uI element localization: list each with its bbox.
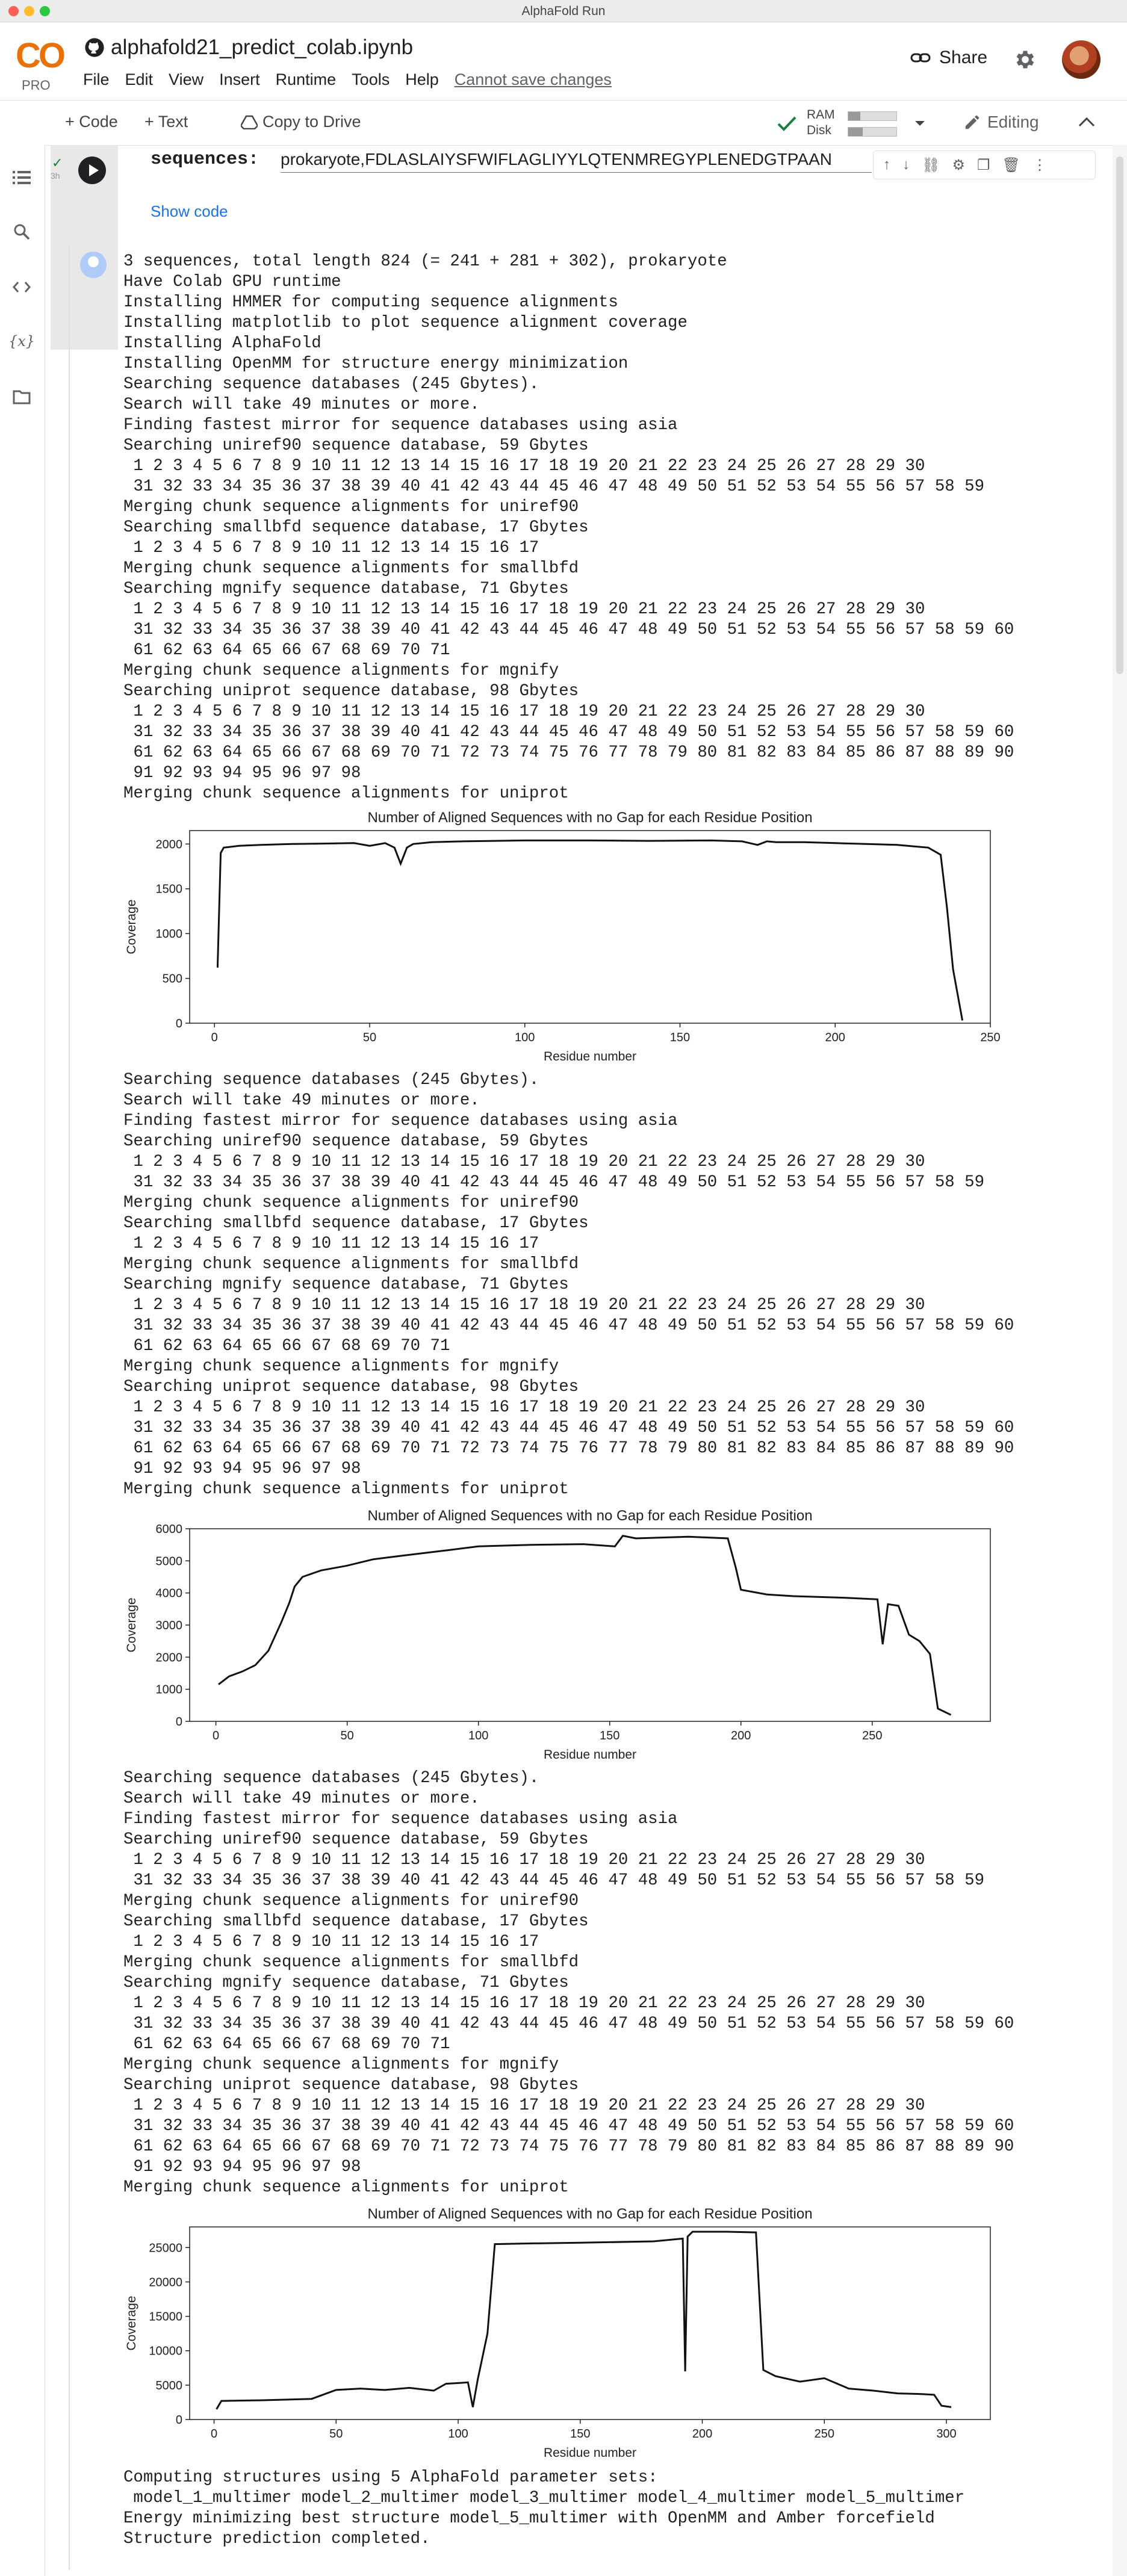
- window-title: AlphaFold Run: [521, 4, 606, 18]
- menu-tools[interactable]: Tools: [352, 70, 390, 88]
- menu-runtime[interactable]: Runtime: [275, 70, 337, 88]
- table-of-contents-icon[interactable]: [11, 167, 33, 188]
- y-tick-label: 0: [175, 2413, 182, 2427]
- y-tick-label: 20000: [149, 2276, 182, 2290]
- x-tick-label: 100: [468, 1729, 489, 1742]
- x-tick-label: 50: [340, 1729, 354, 1742]
- x-axis-label: Residue number: [543, 1050, 637, 1064]
- notebook-title[interactable]: alphafold21_predict_colab.ipynb: [84, 36, 413, 60]
- cannot-save-link[interactable]: Cannot save changes: [454, 70, 612, 88]
- files-folder-icon[interactable]: [11, 386, 33, 407]
- output-log-3: Searching sequence databases (245 Gbytes). Search will take 49 minutes or more. Finding fastest mirror for sequence databases using asia Searching uniref90 sequence database, 59 Gbytes 1 2 3 4 5 6 7 8 9 10 11 12 13 14 15 16 17 18 19 20 21 22 23 24 25 26 27 28 29 30 31 32 33 34 35 36 37 38 39 40 41 42 43 44 45 46 47 48 49 50 51 52 53 54 55 56 57 58 59 Merging chunk sequence alignments for uniref90 Searching smallbfd sequence database, 17 Gbytes 1 2 3 4 5 6 7 8 9 10 11 12 13 14 15 16 17 Merging chunk sequence alignments for smallbfd Searching mgnify sequence database, 71 Gbytes 1 2 3 4 5 6 7 8 9 10 11 12 13 14 15 16 17 18 19 20 21 22 23 24 25 26 27 28 29 30 31 32 33 34 35 36 37 38 39 40 41 42 43 44 45 46 47 48 49 50 51 52 53 54 55 56 57 58 59 60 61 62 63 64 65 66 67 68 69 70 71 Merging chunk sequence alignments for mgnify Searching uniprot sequence database, 98 Gbytes 1 2 3 4 5 6 7 8 9 10 11 12 13 14 15 16 17 18 19 20 21 22 23 24 25 26 27 28 29 30 31 32 33 34 35 36 37 38 39 40 41 42 43 44 45 46 47 48 49 50 51 52 53 54 55 56 57 58 59 60 61 62 63 64 65 66 67 68 69 70 71 72 73 74 75 76 77 78 79 80 81 82 83 84 85 86 87 88 89 90 91 92 93 94 95 96 97 98 Merging chunk sequence alignments for uniprot: [123, 1769, 1014, 2197]
- left-sidebar: [0, 145, 45, 2576]
- x-tick-label: 100: [515, 1031, 535, 1044]
- ram-usage-bar: [848, 111, 897, 121]
- search-icon[interactable]: [11, 221, 33, 243]
- output-log-2: Searching sequence databases (245 Gbytes). Search will take 49 minutes or more. Finding fastest mirror for sequence databases using asia Searching uniref90 sequence database, 59 Gbytes 1 2 3 4 5 6 7 8 9 10 11 12 13 14 15 16 17 18 19 20 21 22 23 24 25 26 27 28 29 30 31 32 33 34 35 36 37 38 39 40 41 42 43 44 45 46 47 48 49 50 51 52 53 54 55 56 57 58 59 Merging chunk sequence alignments for uniref90 Searching smallbfd sequence database, 17 Gbytes 1 2 3 4 5 6 7 8 9 10 11 12 13 14 15 16 17 Merging chunk sequence alignments for smallbfd Searching mgnify sequence database, 71 Gbytes 1 2 3 4 5 6 7 8 9 10 11 12 13 14 15 16 17 18 19 20 21 22 23 24 25 26 27 28 29 30 31 32 33 34 35 36 37 38 39 40 41 42 43 44 45 46 47 48 49 50 51 52 53 54 55 56 57 58 59 60 61 62 63 64 65 66 67 68 69 70 71 Merging chunk sequence alignments for mgnify Searching uniprot sequence database, 98 Gbytes 1 2 3 4 5 6 7 8 9 10 11 12 13 14 15 16 17 18 19 20 21 22 23 24 25 26 27 28 29 30 31 32 33 34 35 36 37 38 39 40 41 42 43 44 45 46 47 48 49 50 51 52 53 54 55 56 57 58 59 60 61 62 63 64 65 66 67 68 69 70 71 72 73 74 75 76 77 78 79 80 81 82 83 84 85 86 87 88 89 90 91 92 93 94 95 96 97 98 Merging chunk sequence alignments for uniprot: [123, 1071, 1014, 1499]
- drive-icon: [241, 115, 258, 129]
- menu-view[interactable]: View: [169, 70, 204, 88]
- window-titlebar: [0, 0, 1127, 22]
- execution-time: 3h: [51, 171, 60, 181]
- menu-bar: [83, 70, 612, 89]
- coverage-chart-1: [123, 807, 1014, 1074]
- add-code-button[interactable]: + Code: [65, 113, 118, 131]
- y-tick-label: 1000: [155, 927, 182, 941]
- mirror-cell-icon[interactable]: ❐: [976, 156, 990, 173]
- menu-insert[interactable]: Insert: [219, 70, 260, 88]
- settings-gear-icon[interactable]: [1013, 48, 1037, 72]
- x-tick-label: 50: [329, 2427, 343, 2441]
- code-snippets-icon[interactable]: [11, 276, 33, 298]
- y-tick-label: 1500: [155, 882, 182, 896]
- coverage-chart-3-svg: [123, 2203, 1014, 2468]
- y-axis-label: Coverage: [125, 1597, 138, 1653]
- cell-toolbar: [873, 150, 1096, 179]
- colab-logo[interactable]: [11, 36, 71, 96]
- x-tick-label: 200: [731, 1729, 751, 1742]
- add-text-button[interactable]: + Text: [144, 113, 188, 131]
- coverage-chart-1-svg: [123, 807, 1014, 1071]
- menu-help[interactable]: Help: [405, 70, 439, 88]
- chart-title: Number of Aligned Sequences with no Gap for each Residue Position: [367, 1508, 813, 1524]
- chart-title: Number of Aligned Sequences with no Gap for each Residue Position: [367, 2206, 813, 2222]
- x-tick-label: 150: [600, 1729, 620, 1742]
- y-tick-label: 3000: [155, 1619, 182, 1632]
- y-tick-label: 10000: [149, 2344, 182, 2358]
- y-tick-label: 6000: [155, 1523, 182, 1536]
- cell-settings-icon[interactable]: ⚙: [952, 156, 965, 173]
- ram-label: RAM: [807, 108, 835, 122]
- y-tick-label: 0: [175, 1017, 182, 1030]
- editing-mode-button[interactable]: Editing: [963, 113, 1039, 132]
- pro-label: PRO: [22, 78, 51, 93]
- plot-area: [190, 1529, 990, 1721]
- menu-edit[interactable]: Edit: [125, 70, 154, 88]
- coverage-chart-2-svg: [123, 1505, 1014, 1769]
- x-axis-label: Residue number: [543, 1748, 637, 1762]
- x-tick-label: 200: [825, 1031, 845, 1044]
- y-tick-label: 25000: [149, 2241, 182, 2255]
- output-icon[interactable]: [80, 252, 107, 278]
- user-avatar[interactable]: [1062, 40, 1101, 79]
- x-tick-label: 0: [211, 1031, 218, 1044]
- x-tick-label: 250: [980, 1031, 1001, 1044]
- y-tick-label: 500: [162, 972, 182, 986]
- copy-to-drive-button[interactable]: Copy to Drive: [241, 113, 361, 131]
- x-tick-label: 200: [692, 2427, 713, 2441]
- x-tick-label: 300: [936, 2427, 957, 2441]
- logo-mark: CO: [16, 36, 63, 75]
- execution-success-icon: ✓: [52, 155, 63, 170]
- x-tick-label: 250: [862, 1729, 883, 1742]
- show-code-link[interactable]: Show code: [151, 202, 228, 220]
- variables-icon[interactable]: {x}: [8, 333, 36, 350]
- more-options-icon[interactable]: ⋮: [1032, 156, 1047, 173]
- sequences-input[interactable]: prokaryote,FDLASLAIYSFWIFLAGLIYYLQTENMREGYPLENEDGTPAAN: [281, 147, 872, 173]
- disk-usage-bar: [848, 127, 897, 137]
- output-border: [69, 247, 70, 2570]
- chart-title: Number of Aligned Sequences with no Gap for each Residue Position: [367, 810, 813, 826]
- y-tick-label: 5000: [155, 1555, 182, 1568]
- y-tick-label: 2000: [155, 1651, 182, 1665]
- resource-monitor[interactable]: [777, 107, 915, 140]
- x-axis-label: Residue number: [543, 2446, 637, 2460]
- colab-header: [0, 22, 1127, 99]
- disk-label: Disk: [807, 123, 831, 137]
- output-log-1: 3 sequences, total length 824 (= 241 + 281 + 302), prokaryote Have Colab GPU runtime Installing HMMER for computing sequence alignments Installing matplotlib to plot sequence alignment coverage Installing AlphaFold Installing OpenMM for structure energy minimization Searching sequence databases (245 Gbytes). Search will take 49 minutes or more. Finding fastest mirror for sequence databases using asia Searching uniref90 sequence database, 59 Gbytes 1 2 3 4 5 6 7 8 9 10 11 12 13 14 15 16 17 18 19 20 21 22 23 24 25 26 27 28 29 30 31 32 33 34 35 36 37 38 39 40 41 42 43 44 45 46 47 48 49 50 51 52 53 54 55 56 57 58 59 Merging chunk sequence alignments for uniref90 Searching smallbfd sequence database, 17 Gbytes 1 2 3 4 5 6 7 8 9 10 11 12 13 14 15 16 17 Merging chunk sequence alignments for smallbfd Searching mgnify sequence database, 71 Gbytes 1 2 3 4 5 6 7 8 9 10 11 12 13 14 15 16 17 18 19 20 21 22 23 24 25 26 27 28 29 30 31 32 33 34 35 36 37 38 39 40 41 42 43 44 45 46 47 48 49 50 51 52 53 54 55 56 57 58 59 60 61 62 63 64 65 66 67 68 69 70 71 Merging chunk sequence alignments for mgnify Searching uniprot sequence database, 98 Gbytes 1 2 3 4 5 6 7 8 9 10 11 12 13 14 15 16 17 18 19 20 21 22 23 24 25 26 27 28 29 30 31 32 33 34 35 36 37 38 39 40 41 42 43 44 45 46 47 48 49 50 51 52 53 54 55 56 57 58 59 60 61 62 63 64 65 66 67 68 69 70 71 72 73 74 75 76 77 78 79 80 81 82 83 84 85 86 87 88 89 90 91 92 93 94 95 96 97 98 Merging chunk sequence alignments for uniprot: [123, 252, 1014, 803]
- connected-check-icon: [777, 115, 797, 132]
- x-tick-label: 100: [448, 2427, 468, 2441]
- y-tick-label: 15000: [149, 2310, 182, 2324]
- scrollbar-thumb[interactable]: [1116, 156, 1123, 674]
- run-cell-button[interactable]: [78, 156, 106, 184]
- x-tick-label: 50: [362, 1031, 377, 1044]
- y-tick-label: 4000: [155, 1587, 182, 1600]
- y-tick-label: 0: [175, 1715, 182, 1729]
- y-axis-label: Coverage: [125, 899, 138, 955]
- x-tick-label: 150: [570, 2427, 591, 2441]
- resource-dropdown-icon[interactable]: [914, 120, 926, 127]
- x-tick-label: 250: [814, 2427, 834, 2441]
- x-tick-label: 0: [210, 2427, 218, 2441]
- menu-file[interactable]: File: [83, 70, 110, 88]
- move-down-icon[interactable]: ↓: [902, 156, 910, 173]
- move-up-icon[interactable]: ↑: [883, 156, 890, 173]
- x-tick-label: 0: [213, 1729, 220, 1742]
- x-tick-label: 150: [669, 1031, 691, 1044]
- pencil-icon: [963, 113, 981, 131]
- link-icon: [910, 51, 931, 64]
- collapse-header-icon[interactable]: [1078, 115, 1096, 129]
- coverage-chart-2: [123, 1505, 1014, 1773]
- coverage-chart-3: [123, 2203, 1014, 2471]
- y-tick-label: 2000: [155, 838, 182, 852]
- y-tick-label: 5000: [155, 2379, 182, 2392]
- plot-area: [190, 831, 990, 1023]
- output-log-4: Computing structures using 5 AlphaFold parameter sets: model_1_multimer model_2_multimer model_3_multimer model_4_multimer model_5_multimer Energy minimizing best structure model_5_multimer with OpenMM and Amber forcefield Structure prediction completed.: [123, 2468, 965, 2548]
- sequences-param-label: sequences:: [151, 149, 259, 170]
- y-tick-label: 1000: [155, 1683, 182, 1697]
- github-icon: [84, 37, 105, 58]
- link-cell-icon[interactable]: ⛓: [922, 156, 940, 173]
- share-button[interactable]: Share: [910, 48, 987, 68]
- y-axis-label: Coverage: [125, 2296, 138, 2351]
- notebook-toolbar: [0, 100, 1127, 146]
- delete-cell-icon[interactable]: 🗑: [1002, 156, 1020, 173]
